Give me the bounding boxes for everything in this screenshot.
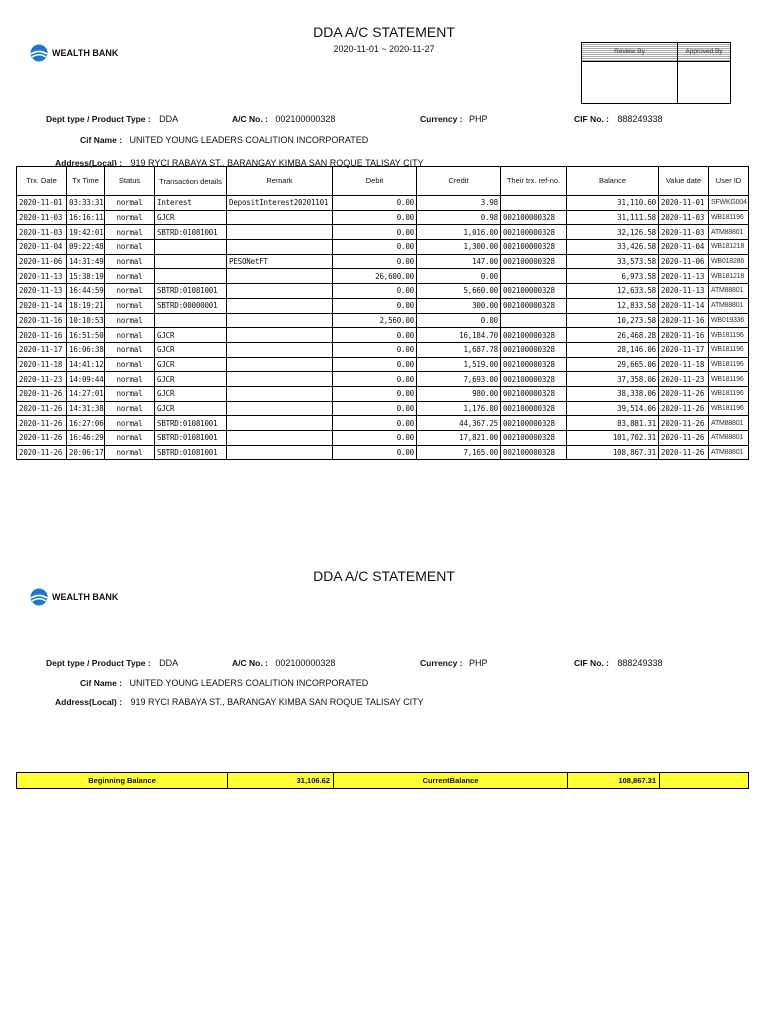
table-cell: 2020-11-04 [659,240,709,255]
table-cell: 002100000328 [501,342,567,357]
table-row [17,401,749,416]
approved-by-signature-cell [678,62,730,103]
ac-no-value: 002100000328 [275,658,336,668]
table-cell [227,240,333,255]
table-cell: 16:16:11 [67,210,105,225]
table-header-row [17,167,749,196]
table-cell [227,328,333,343]
cif-no-row-page2 [574,653,662,671]
currency-label: Currency : [420,114,463,124]
table-cell: 15:38:19 [67,269,105,284]
table-cell [227,210,333,225]
table-row [17,298,749,313]
column-header: Balance [567,167,659,196]
table-cell: SBTRD:01081001 [155,284,227,299]
table-cell: normal [105,357,155,372]
table-row [17,254,749,269]
cif-no-value: 888249338 [617,114,663,124]
table-cell: normal [105,298,155,313]
table-cell: WB181196 [709,210,749,225]
table-cell: 6,973.58 [567,269,659,284]
table-cell: 10,273.58 [567,313,659,328]
table-cell: 32,126.58 [567,225,659,240]
cif-no-row [574,109,662,127]
table-cell: 2020-11-16 [659,328,709,343]
table-cell: 0.00 [333,225,417,240]
table-cell: WB019336 [709,313,749,328]
cif-name-value: UNITED YOUNG LEADERS COALITION INCORPORATED [129,678,369,688]
table-cell: GJCR [155,210,227,225]
dept-type-row [46,109,178,127]
table-cell: ATM88801 [709,431,749,446]
table-cell: 002100000328 [501,240,567,255]
cif-name-row [80,130,368,148]
table-cell: PESONetFT [227,254,333,269]
table-cell: 2020-11-03 [659,210,709,225]
table-cell: ATM88801 [709,284,749,299]
table-cell [227,401,333,416]
table-cell [227,445,333,460]
column-header: Value date [659,167,709,196]
table-cell [227,284,333,299]
cif-no-label: CIF No. : [574,658,609,668]
dept-type-row-page2 [46,653,178,671]
table-cell: WB181218 [709,269,749,284]
table-row [17,445,749,460]
table-cell: 002100000328 [501,386,567,401]
table-cell: 2020-11-17 [17,342,67,357]
table-cell: 2020-11-26 [659,386,709,401]
table-cell: 14:31:38 [67,401,105,416]
address-label: Address(Local) : [55,697,123,707]
table-cell: 0.98 [417,210,501,225]
table-cell: 2020-11-26 [17,431,67,446]
table-cell: Interest [155,196,227,211]
table-cell: normal [105,225,155,240]
table-cell: 2020-11-26 [17,445,67,460]
currency-value: PHP [468,658,488,668]
table-cell: 2020-11-03 [17,225,67,240]
review-by-signature-cell [582,62,678,103]
review-by-label: Review By [582,43,678,61]
table-cell: 2020-11-13 [17,269,67,284]
table-cell: 16:06:38 [67,342,105,357]
currency-row-page2 [420,653,487,671]
table-cell: 19:42:01 [67,225,105,240]
table-cell: 3.98 [417,196,501,211]
table-cell: 002100000328 [501,372,567,387]
table-cell: 09:22:48 [67,240,105,255]
approved-by-label: Approved By [685,48,723,55]
table-cell: 83,881.31 [567,416,659,431]
table-cell: 16,184.70 [417,328,501,343]
table-row [17,284,749,299]
table-cell: 2020-11-18 [659,357,709,372]
table-row [17,372,749,387]
table-cell: 002100000328 [501,401,567,416]
table-cell: WB181196 [709,342,749,357]
ac-no-value: 002100000328 [275,114,336,124]
table-cell: normal [105,313,155,328]
table-cell: 108,867.31 [567,445,659,460]
table-cell: 0.00 [333,372,417,387]
table-row [17,240,749,255]
table-cell: ATM88801 [709,298,749,313]
table-cell: 37,358.06 [567,372,659,387]
column-header: Their trx. ref-no. [501,167,567,196]
table-cell: ATM88801 [709,225,749,240]
cif-name-label: Cif Name : [80,678,123,688]
table-row [17,225,749,240]
table-cell: 002100000328 [501,445,567,460]
table-cell [155,313,227,328]
table-cell: 1,687.78 [417,342,501,357]
table-cell: SFWKG004 [709,196,749,211]
table-cell: 0.00 [333,254,417,269]
table-cell: 12,833.58 [567,298,659,313]
table-cell: 0.00 [333,196,417,211]
table-cell: SBTRD:01081001 [155,225,227,240]
statement-title: DDA A/C STATEMENT [313,24,455,40]
table-cell [501,196,567,211]
table-cell: 2020-11-01 [17,196,67,211]
table-cell: 2020-11-26 [17,416,67,431]
table-cell: 2020-11-14 [17,298,67,313]
table-cell: 29,665.06 [567,357,659,372]
table-cell: 300.00 [417,298,501,313]
table-cell: 101,702.31 [567,431,659,446]
cif-name-label: Cif Name : [80,135,123,145]
table-cell: 2020-11-18 [17,357,67,372]
table-cell: GJCR [155,342,227,357]
table-cell: 0.00 [333,445,417,460]
table-cell: 002100000328 [501,298,567,313]
table-cell: 2020-11-16 [659,313,709,328]
table-cell: 002100000328 [501,416,567,431]
table-cell: WB181196 [709,357,749,372]
table-cell: 0.00 [333,357,417,372]
table-cell: 2020-11-26 [659,431,709,446]
dept-type-label: Dept type / Product Type : [46,658,151,668]
currency-value: PHP [468,114,488,124]
table-row [17,269,749,284]
table-cell [227,342,333,357]
ac-no-row-page2 [232,653,335,671]
table-cell: normal [105,269,155,284]
cif-no-value: 888249338 [617,658,663,668]
table-cell: 2020-11-26 [659,445,709,460]
table-cell: 12,633.58 [567,284,659,299]
table-cell [227,225,333,240]
dept-type-label: Dept type / Product Type : [46,114,151,124]
table-cell: 26,600.00 [333,269,417,284]
table-cell: 2020-11-13 [659,269,709,284]
table-cell: 0.00 [333,298,417,313]
beginning-balance-label: Beginning Balance [17,773,228,789]
table-row [17,342,749,357]
table-cell: 16:51:50 [67,328,105,343]
table-cell: 2020-11-03 [659,225,709,240]
table-cell: 0.00 [333,342,417,357]
table-cell: ATM88801 [709,416,749,431]
table-cell: 0.00 [333,284,417,299]
beginning-balance-value: 31,106.62 [228,773,334,789]
current-balance-value: 108,867.31 [568,773,660,789]
table-cell [227,386,333,401]
dept-type-value: DDA [159,658,179,668]
table-cell: 17,821.00 [417,431,501,446]
table-cell: GJCR [155,372,227,387]
ac-no-row [232,109,335,127]
table-cell: 2020-11-04 [17,240,67,255]
table-cell: 14:09:44 [67,372,105,387]
table-cell: WB181196 [709,372,749,387]
column-header: Transaction details [155,167,227,196]
table-cell: normal [105,372,155,387]
table-cell: 1,300.00 [417,240,501,255]
table-cell: normal [105,431,155,446]
table-cell: 31,110.60 [567,196,659,211]
table-cell: 5,660.00 [417,284,501,299]
table-cell: 28,146.06 [567,342,659,357]
table-cell: 2020-11-26 [659,401,709,416]
table-cell [155,254,227,269]
table-cell: 0.00 [417,269,501,284]
table-cell: normal [105,284,155,299]
table-cell: 31,111.58 [567,210,659,225]
table-cell [227,357,333,372]
table-cell: normal [105,445,155,460]
current-balance-label: CurrentBalance [334,773,568,789]
address-row-page2 [55,692,424,710]
statement-period: 2020-11-01 ~ 2020-11-27 [333,44,435,54]
table-cell: normal [105,342,155,357]
table-cell: WB181196 [709,386,749,401]
table-row [17,328,749,343]
table-cell: GJCR [155,386,227,401]
table-cell: 2020-11-26 [659,416,709,431]
table-cell: 002100000328 [501,357,567,372]
table-row [17,386,749,401]
table-cell: 2020-11-17 [659,342,709,357]
table-body [17,196,749,460]
table-cell: SBTRD:00000001 [155,298,227,313]
bank-logo-page2 [30,588,118,606]
table-cell: 1,016.00 [417,225,501,240]
column-header: User ID [709,167,749,196]
table-cell: 0.00 [417,313,501,328]
table-cell: 0.00 [333,431,417,446]
table-cell: 0.00 [333,401,417,416]
table-cell: DepositInterest20201101 [227,196,333,211]
table-cell: normal [105,254,155,269]
table-cell [227,269,333,284]
table-cell: 2020-11-13 [17,284,67,299]
table-cell: normal [105,386,155,401]
table-cell: 980.00 [417,386,501,401]
table-cell: 2,560.00 [333,313,417,328]
table-row [17,210,749,225]
table-cell [501,269,567,284]
table-cell: GJCR [155,357,227,372]
table-cell: SBTRD:01081001 [155,431,227,446]
table-cell: 2020-11-14 [659,298,709,313]
table-cell [501,313,567,328]
ac-no-label: A/C No. : [232,114,268,124]
table-cell: 002100000328 [501,431,567,446]
address-value: 919 RYCI RABAYA ST., BARANGAY KIMBA SAN ROQUE TALISAY CITY [130,697,424,707]
table-cell [227,372,333,387]
table-cell: 16:44:59 [67,284,105,299]
table-cell [227,313,333,328]
table-cell: 2020-11-13 [659,284,709,299]
table-cell: 14:27:01 [67,386,105,401]
table-cell: GJCR [155,328,227,343]
table-cell: 03:33:31 [67,196,105,211]
table-cell: 0.00 [333,416,417,431]
currency-label: Currency : [420,658,463,668]
table-cell: 26,468.28 [567,328,659,343]
table-cell: 1,176.00 [417,401,501,416]
table-row [17,313,749,328]
table-cell: normal [105,401,155,416]
bank-name: WEALTH BANK [52,48,119,58]
cif-name-row-page2 [80,673,368,691]
table-cell [227,416,333,431]
bank-logo-icon [30,588,48,606]
column-header: Debit [333,167,417,196]
table-cell [227,431,333,446]
column-header: Trx. Date [17,167,67,196]
table-row [17,357,749,372]
table-cell: 38,338.06 [567,386,659,401]
table-cell: 2020-11-06 [659,254,709,269]
table-cell: 18:19:21 [67,298,105,313]
cif-name-value: UNITED YOUNG LEADERS COALITION INCORPORATED [129,135,369,145]
table-cell: SBTRD:01081001 [155,445,227,460]
table-row [17,416,749,431]
table-cell: 16:27:06 [67,416,105,431]
table-cell: 002100000328 [501,284,567,299]
table-cell: 2020-11-16 [17,313,67,328]
table-cell: 002100000328 [501,254,567,269]
table-cell: 002100000328 [501,210,567,225]
table-cell: 14:31:49 [67,254,105,269]
table-cell: 0.00 [333,328,417,343]
table-cell: 2020-11-23 [17,372,67,387]
table-cell: 7,693.00 [417,372,501,387]
table-cell: 0.00 [333,386,417,401]
balance-summary [16,772,749,789]
table-cell: ATM88801 [709,445,749,460]
table-cell: WB018286 [709,254,749,269]
table-cell: normal [105,328,155,343]
table-cell: 2020-11-26 [17,401,67,416]
table-cell: 002100000328 [501,225,567,240]
table-cell: normal [105,240,155,255]
table-cell: WB181196 [709,401,749,416]
statement-title-page2: DDA A/C STATEMENT [313,568,455,584]
column-header: Status [105,167,155,196]
table-cell: 002100000328 [501,328,567,343]
table-cell [155,240,227,255]
table-cell: 0.00 [333,210,417,225]
table-row [17,431,749,446]
table-cell: 2020-11-06 [17,254,67,269]
table-cell: SBTRD:01081001 [155,416,227,431]
table-cell: 14:41:12 [67,357,105,372]
ac-no-label: A/C No. : [232,658,268,668]
table-cell: 33,426.58 [567,240,659,255]
table-cell: 20:06:17 [67,445,105,460]
currency-row [420,109,487,127]
column-header: Credit [417,167,501,196]
table-cell: 2020-11-03 [17,210,67,225]
table-cell: WB181196 [709,328,749,343]
table-cell: 2020-11-01 [659,196,709,211]
table-cell: WB181218 [709,240,749,255]
cif-no-label: CIF No. : [574,114,609,124]
dept-type-value: DDA [159,114,179,124]
table-cell: 2020-11-26 [17,386,67,401]
table-cell: 7,165.00 [417,445,501,460]
review-approval-box [581,42,731,104]
address-label: Address(Local) : [55,158,123,168]
address-value: 919 RYCI RABAYA ST., BARANGAY KIMBA SAN ROQUE TALISAY CITY [130,158,424,168]
table-cell: 39,514.06 [567,401,659,416]
table-cell [227,298,333,313]
table-cell [155,269,227,284]
column-header: Tx Time [67,167,105,196]
transactions-table [16,166,749,460]
table-cell: normal [105,416,155,431]
table-cell: 16:46:29 [67,431,105,446]
table-cell: normal [105,210,155,225]
table-cell: 2020-11-23 [659,372,709,387]
table-cell: GJCR [155,401,227,416]
table-cell: normal [105,196,155,211]
summary-empty-cell [660,773,749,789]
table-cell: 0.00 [333,240,417,255]
table-cell: 1,519.00 [417,357,501,372]
table-cell: 10:10:53 [67,313,105,328]
table-cell: 147.00 [417,254,501,269]
column-header: Remark [227,167,333,196]
table-cell: 33,573.58 [567,254,659,269]
table-row [17,196,749,211]
bank-name: WEALTH BANK [52,592,119,602]
table-cell: 2020-11-16 [17,328,67,343]
table-cell: 44,367.25 [417,416,501,431]
